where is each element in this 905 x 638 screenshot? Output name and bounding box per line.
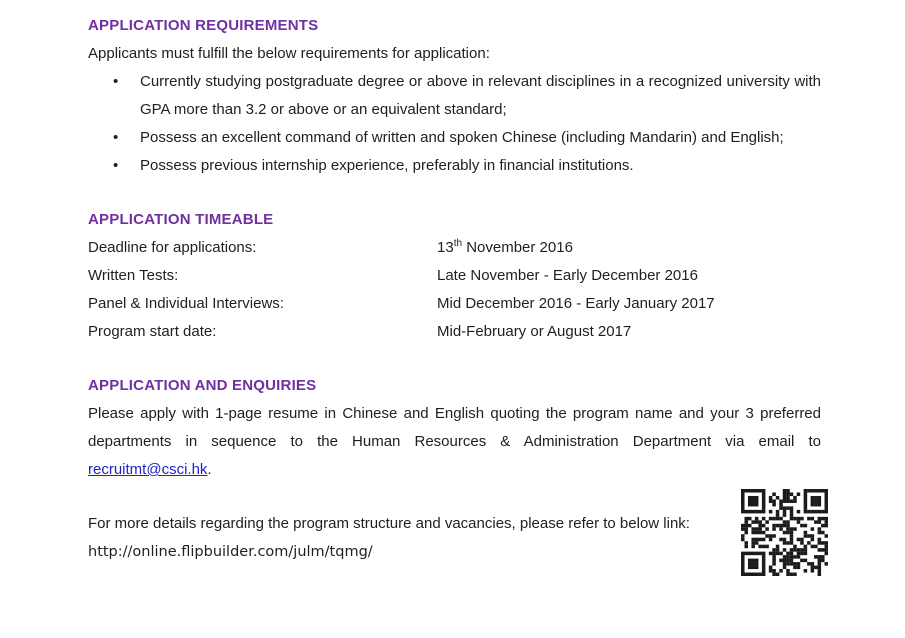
requirements-list xyxy=(88,68,821,180)
date-rest: November 2016 xyxy=(462,239,573,256)
more-details-text: For more details regarding the program structure and vacancies, please refer to below link: xyxy=(88,515,690,532)
table-row xyxy=(88,262,821,290)
list-item xyxy=(88,68,821,124)
bullet-icon: • xyxy=(113,129,119,146)
more-details-section xyxy=(88,510,821,566)
timetable xyxy=(88,234,821,346)
timetable-label: Written Tests: xyxy=(88,267,179,284)
timetable-label: Deadline for applications: xyxy=(88,239,257,256)
bullet-icon: • xyxy=(113,73,119,90)
table-row xyxy=(88,318,821,346)
requirements-intro: Applicants must fulfill the below requirements for application: xyxy=(88,45,490,62)
requirements-heading: APPLICATION REQUIREMENTS xyxy=(88,17,319,34)
date-day: 13 xyxy=(437,239,454,256)
list-item xyxy=(88,152,821,180)
enquiries-heading: APPLICATION AND ENQUIRIES xyxy=(88,377,317,394)
list-item xyxy=(88,124,821,152)
table-row xyxy=(88,234,821,262)
timetable-value: Mid-February or August 2017 xyxy=(437,323,632,340)
enquiries-text-before: Please apply with 1-page resume in Chinese and English quoting the program name and your 3 preferred departments in sequence to the Human Resources & Administration Department via email to xyxy=(88,405,821,450)
table-row xyxy=(88,290,821,318)
timetable-value: Mid December 2016 - Early January 2017 xyxy=(437,295,715,312)
email-link[interactable]: recruitmt@csci.hk xyxy=(88,461,208,478)
timetable-label: Panel & Individual Interviews: xyxy=(88,295,284,312)
timetable-heading: APPLICATION TIMEABLE xyxy=(88,211,274,228)
program-url-text: http://online.flipbuilder.com/julm/tqmg/ xyxy=(88,544,373,560)
timetable-value xyxy=(437,234,821,262)
document-content xyxy=(88,12,821,566)
enquiries-text-after: . xyxy=(207,461,212,478)
timetable-label: Program start date: xyxy=(88,323,217,340)
enquiries-paragraph xyxy=(88,400,821,484)
list-item-text: Possess an excellent command of written and spoken Chinese (including Mandarin) and English; xyxy=(140,129,784,146)
date-ordinal: th xyxy=(453,238,463,249)
list-item-text: Possess previous internship experience, preferably in financial institutions. xyxy=(140,157,634,174)
qr-code-icon xyxy=(741,489,828,576)
bullet-icon: • xyxy=(113,157,119,174)
list-item-text: Currently studying postgraduate degree or above in relevant disciplines in a recognized university with GPA more than 3.2 or above or an equivalent standard; xyxy=(140,73,821,118)
timetable-value: Late November - Early December 2016 xyxy=(437,267,698,284)
